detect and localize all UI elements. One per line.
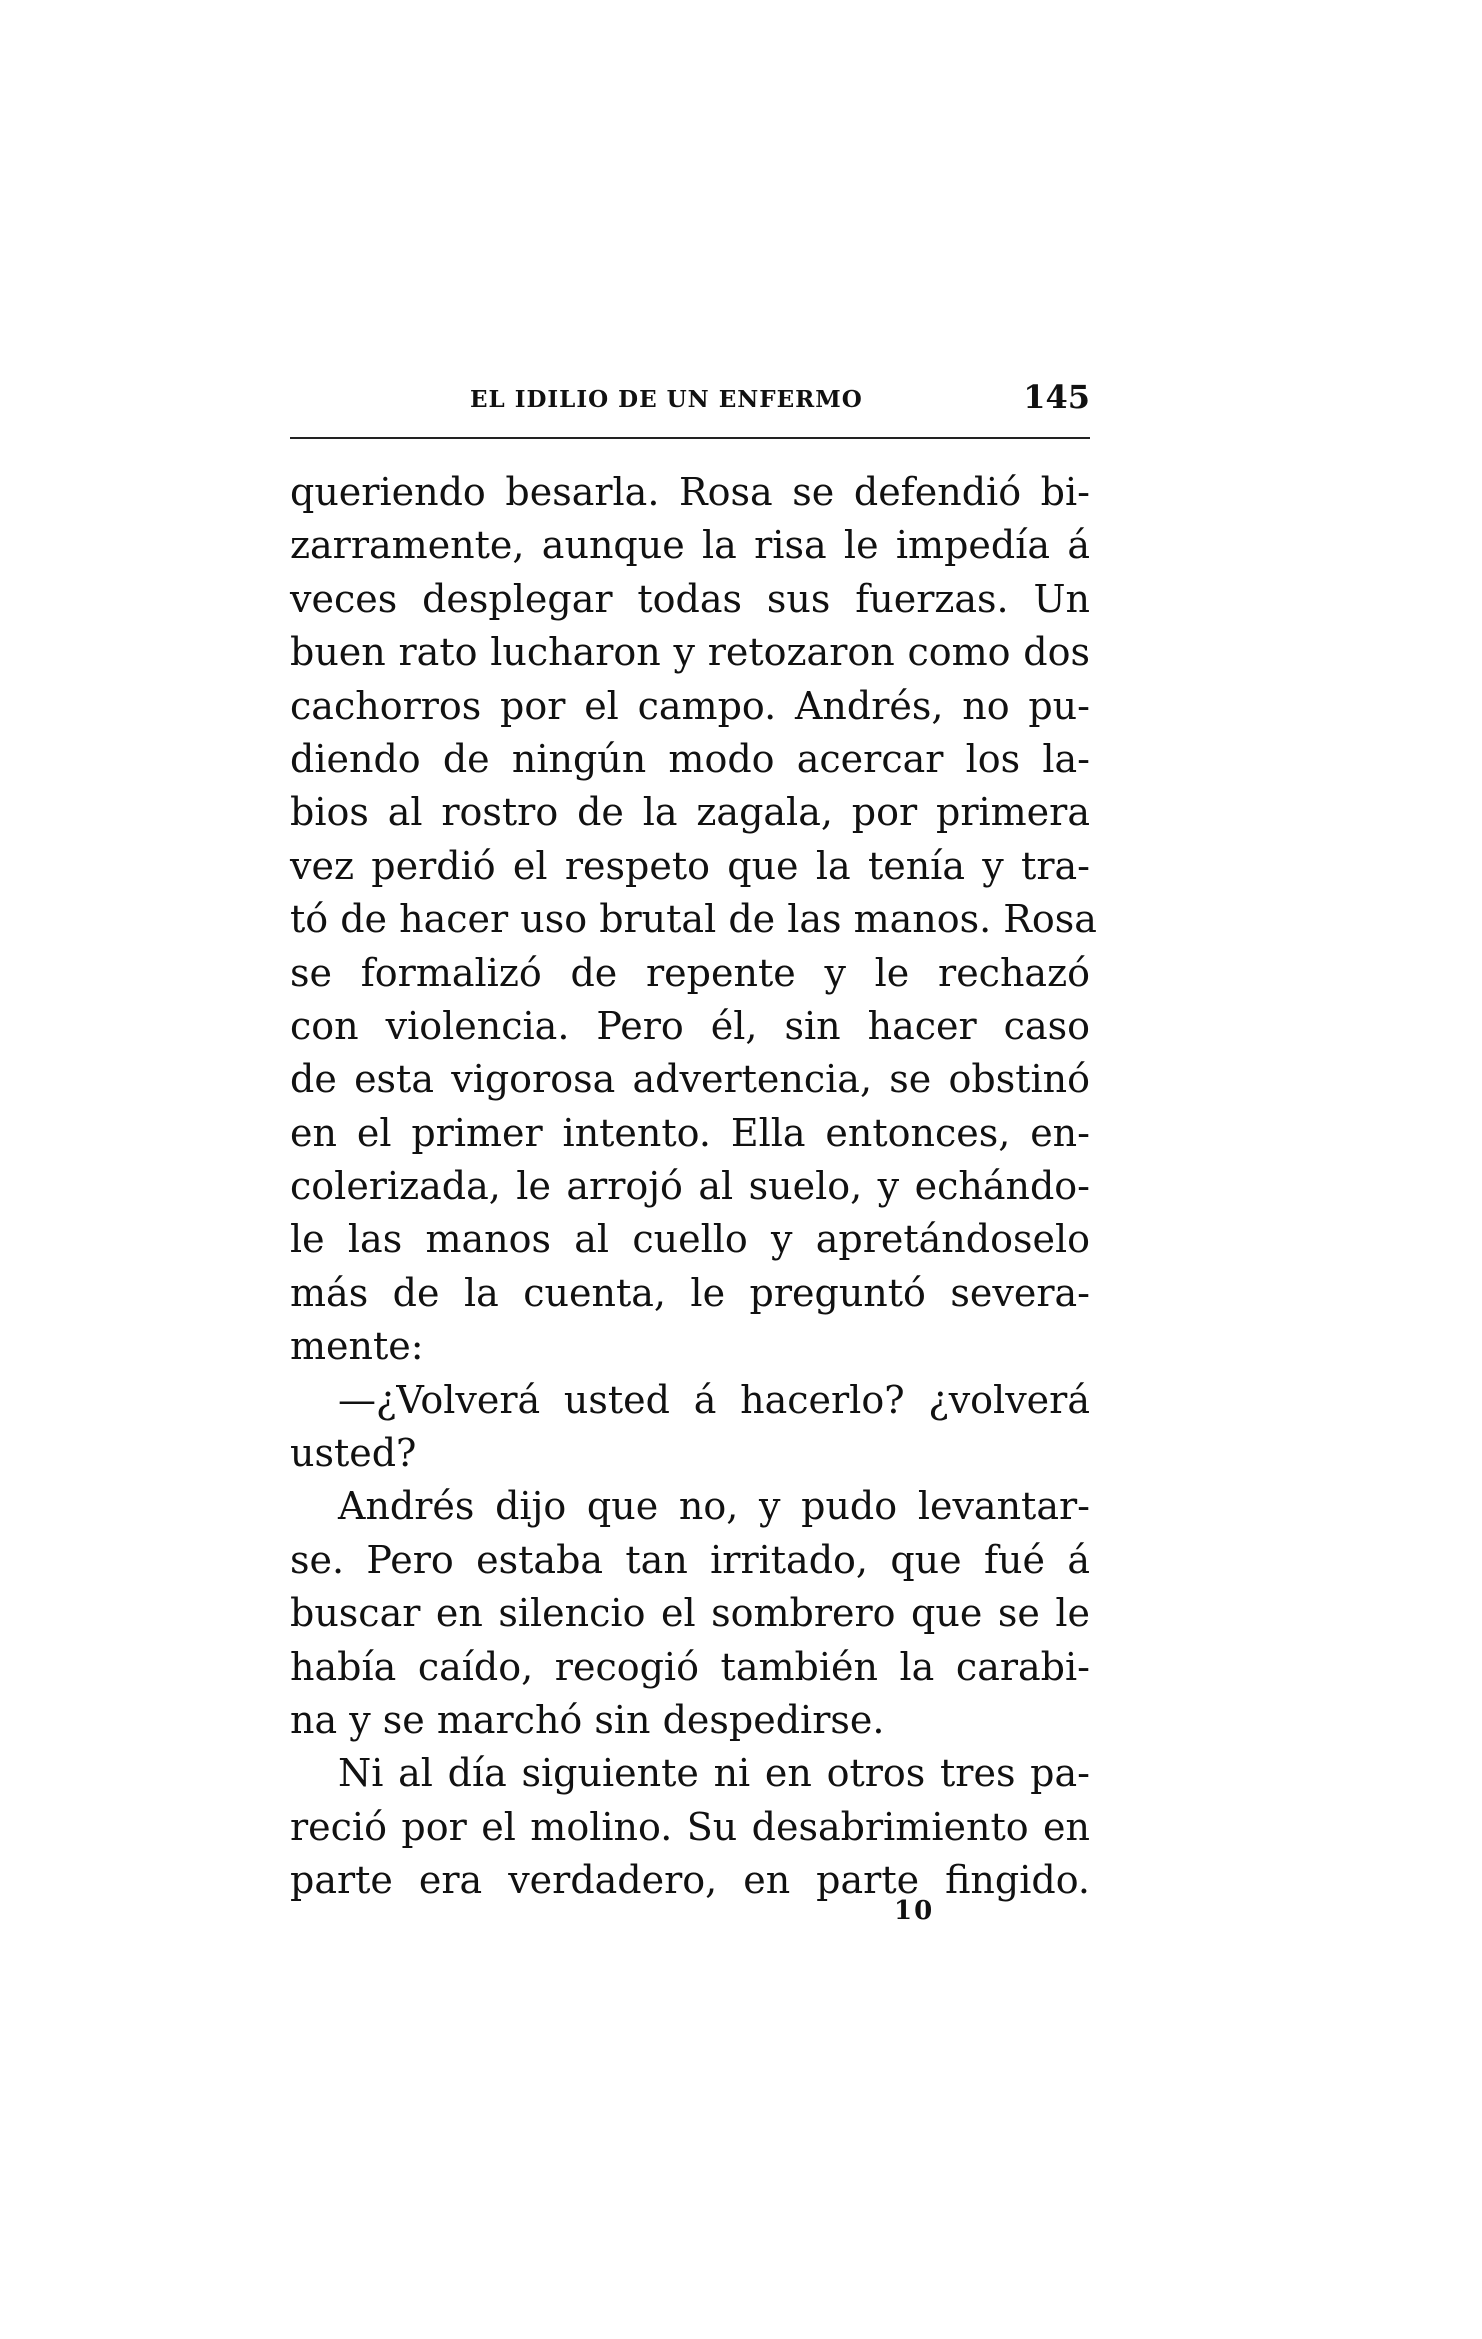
text-line: na y se marchó sin despedirse. — [290, 1697, 885, 1742]
text-line: bios al rostro de la zagala, por primera — [290, 790, 1090, 835]
text-line: buscar en silencio el sombrero que se le — [290, 1591, 1090, 1636]
text-line: diendo de ningún modo acercar los la- — [290, 736, 1090, 781]
text-line: más de la cuenta, le preguntó severa- — [290, 1270, 1090, 1315]
text-line: vez perdió el respeto que la tenía y tra- — [290, 843, 1090, 888]
text-line: con violencia. Pero él, sin hacer caso — [290, 1003, 1090, 1048]
header-rule — [290, 437, 1090, 439]
text-line: zarramente, aunque la risa le impedía á — [290, 523, 1090, 568]
text-line: veces desplegar todas sus fuerzas. Un — [290, 576, 1090, 621]
running-head — [290, 378, 1090, 426]
text-line: en el primer intento. Ella entonces, en- — [290, 1110, 1090, 1155]
text-line: cachorros por el campo. Andrés, no pu- — [290, 683, 1090, 728]
text-line: tó de hacer uso brutal de las manos. Rosa — [290, 897, 1097, 942]
text-line: había caído, recogió también la carabi- — [290, 1644, 1090, 1689]
page-number: 145 — [1023, 378, 1090, 416]
text-line: se. Pero estaba tan irritado, que fué á — [290, 1537, 1090, 1582]
signature-mark: 10 — [894, 1896, 935, 1926]
paragraph-start-line: Andrés dijo que no, y pudo levantar- — [338, 1484, 1090, 1529]
body-text — [290, 466, 1097, 1908]
text-line: colerizada, le arrojó al suelo, y echándo- — [290, 1164, 1090, 1209]
text-line: buen rato lucharon y retozaron como dos — [290, 630, 1090, 675]
text-line: se formalizó de repente y le rechazó — [290, 950, 1090, 995]
text-line: usted? — [290, 1431, 417, 1476]
text-line: reció por el molino. Su desabrimiento en — [290, 1804, 1090, 1849]
text-line: de esta vigorosa advertencia, se obstinó — [290, 1057, 1090, 1102]
running-title: EL IDILIO DE UN ENFERMO — [470, 386, 863, 413]
text-line: le las manos al cuello y apretándoselo — [290, 1217, 1090, 1262]
text-line: parte era verdadero, en parte fingido. — [290, 1858, 1090, 1903]
text-line: mente: — [290, 1324, 424, 1369]
paragraph-start-line: Ni al día siguiente ni en otros tres pa- — [338, 1751, 1090, 1796]
text-line: queriendo besarla. Rosa se defendió bi- — [290, 470, 1090, 514]
dialogue-line: —¿Volverá usted á hacerlo? ¿volverá — [338, 1377, 1090, 1422]
